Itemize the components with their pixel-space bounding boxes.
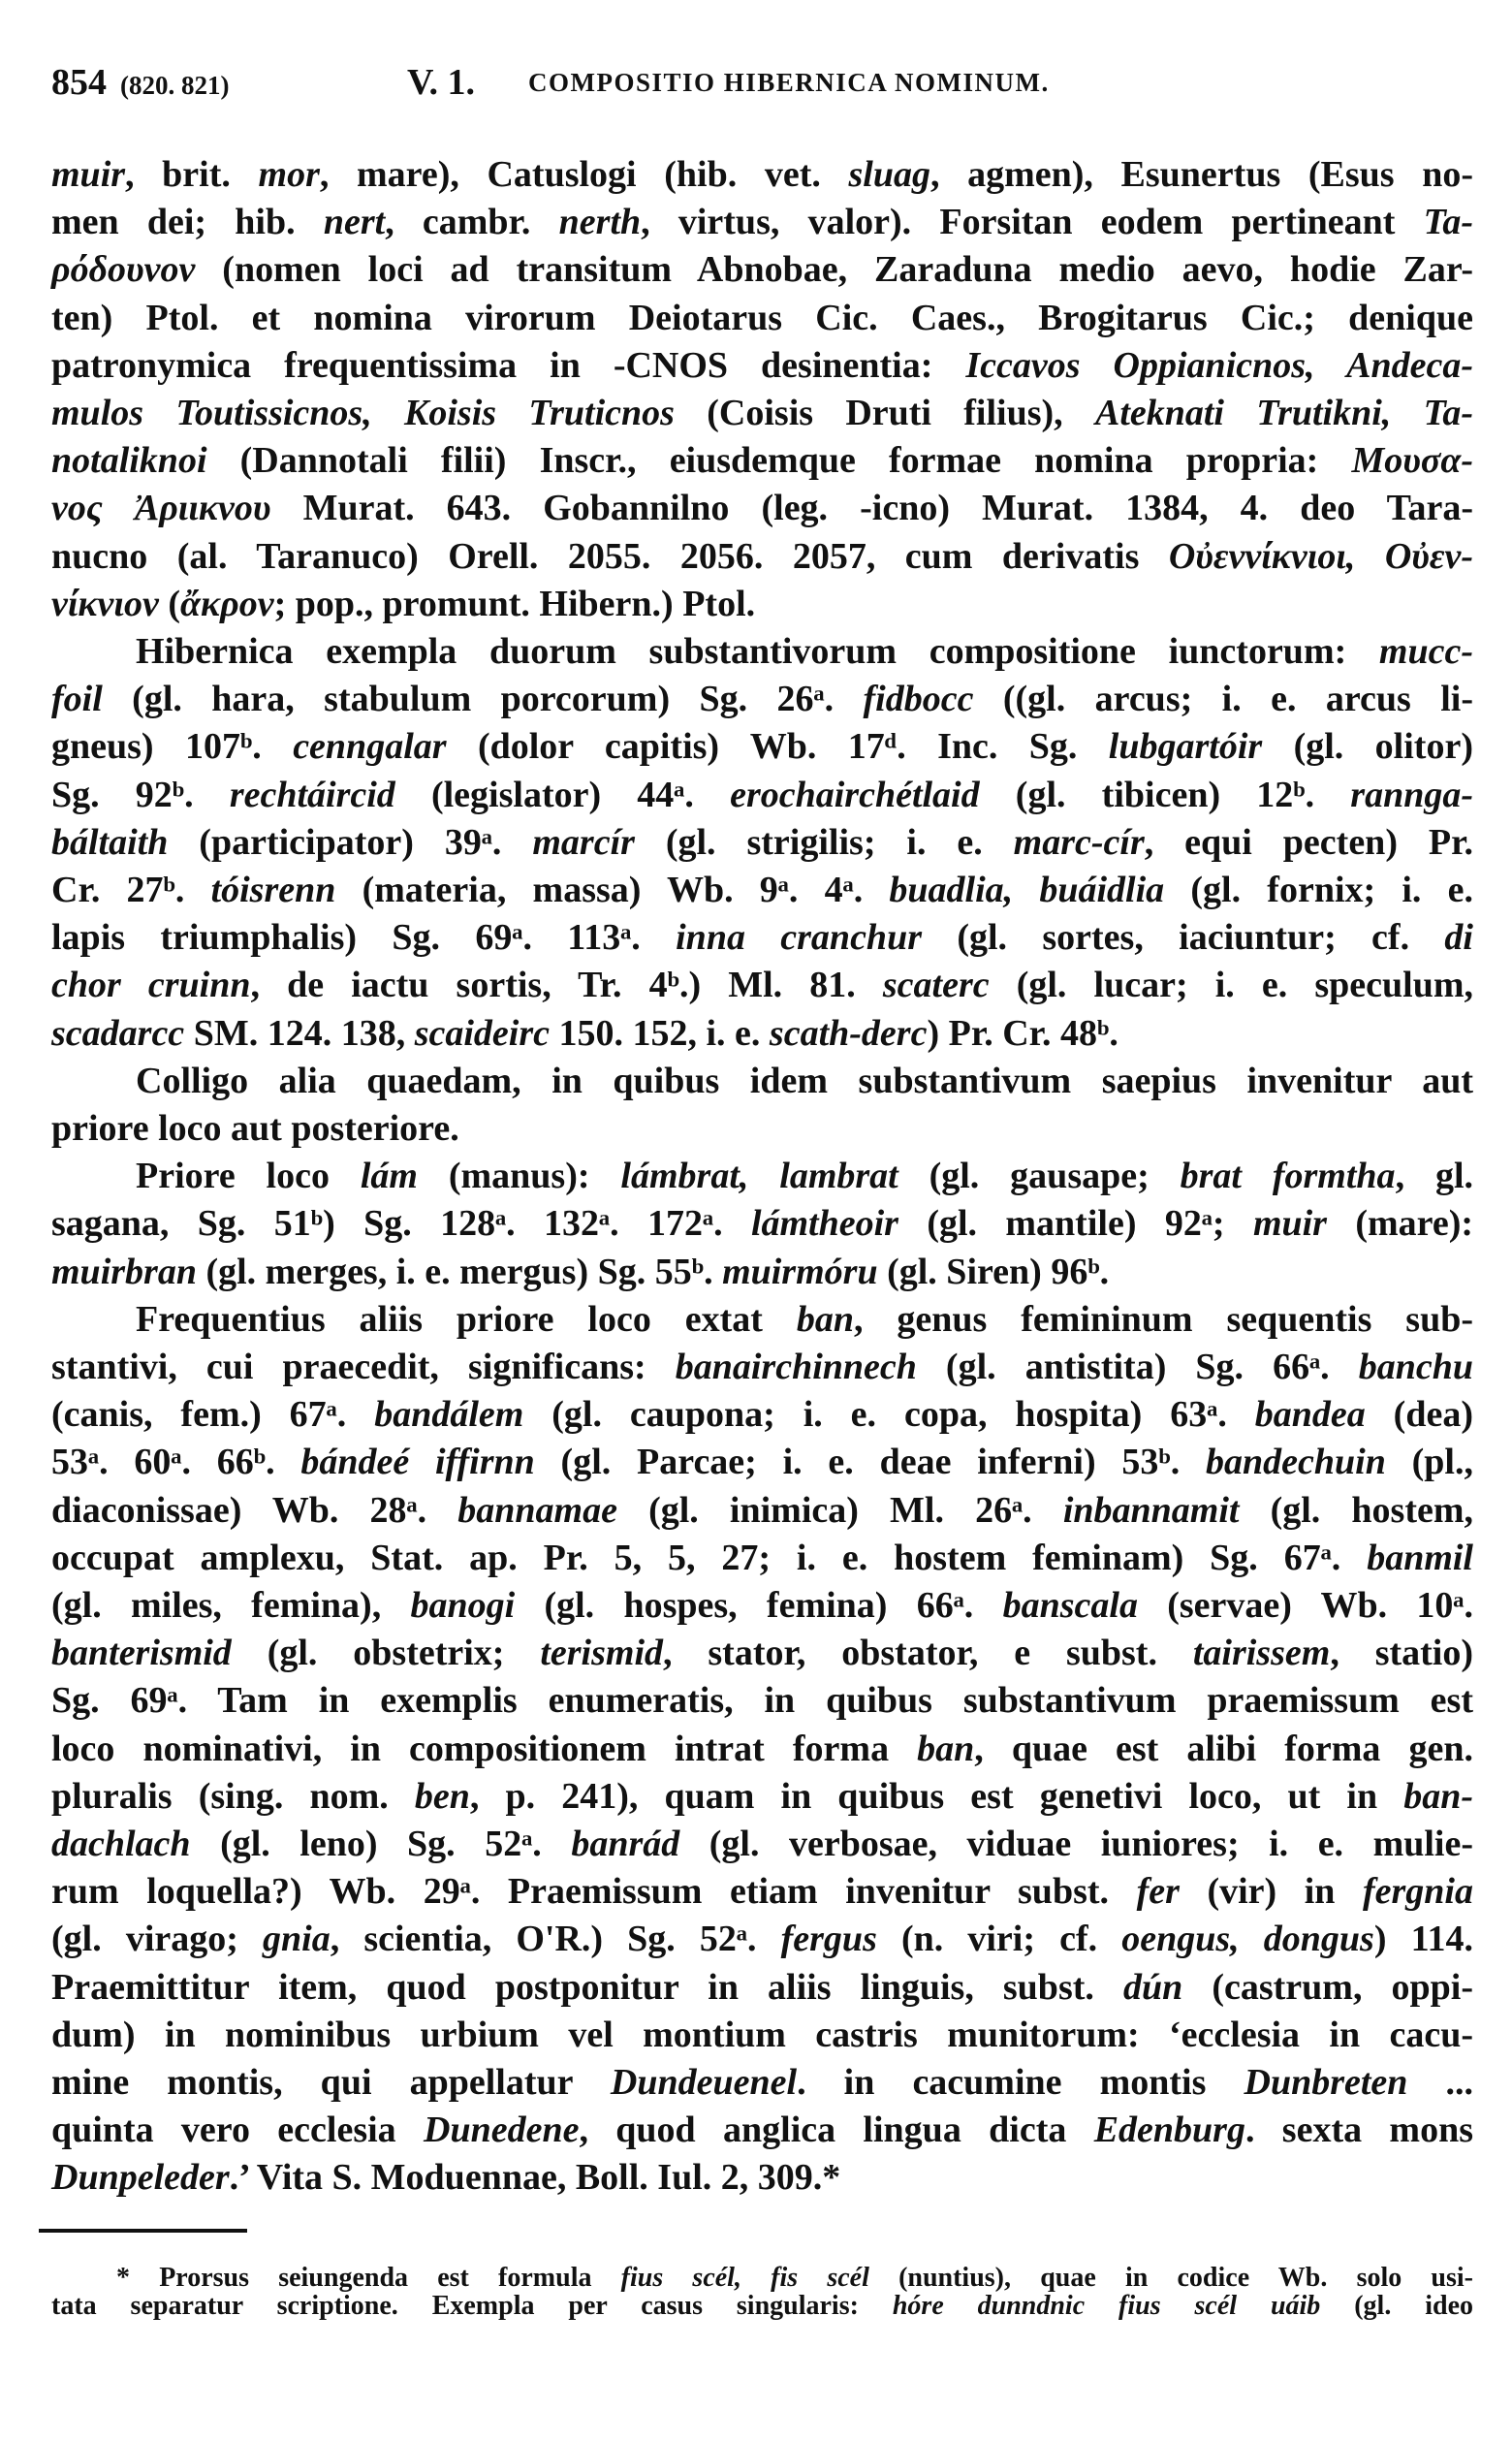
italic-term: muir — [1252, 1203, 1327, 1245]
text-segment: (gl. caupona; i. e. copa, hospita) 63ᵃ. — [523, 1394, 1255, 1436]
text-segment: ((gl. arcus; i. e. arcus li- — [973, 679, 1473, 720]
italic-term: banrád — [571, 1824, 680, 1864]
text-line — [51, 866, 1473, 914]
italic-term: báltaith — [51, 821, 169, 863]
text-line — [51, 771, 1473, 819]
text-segment: (dolor capitis) Wb. 17ᵈ. Inc. Sg. — [446, 726, 1109, 768]
text-segment: . in cacumine montis — [797, 2062, 1244, 2103]
text-line — [51, 818, 1473, 867]
italic-term: Edenburg — [1093, 2110, 1245, 2151]
italic-term: cenngalar — [293, 726, 447, 768]
italic-term: buadlia, buáidlia — [889, 870, 1165, 910]
text-segment: (pl., — [1385, 1442, 1473, 1483]
italic-term: lubgartóir — [1108, 726, 1263, 768]
text-segment: gneus) 107ᵇ. — [51, 726, 294, 768]
italic-term: Dunedene — [424, 2110, 580, 2151]
text-segment: pluralis (sing. nom. — [51, 1775, 415, 1817]
text-line — [51, 245, 1473, 294]
text-segment: (gl. fornix; i. e. — [1164, 870, 1473, 910]
text-segment: (gl. mantile) 92ᵃ; — [898, 1203, 1253, 1245]
text-segment: ; pop., promunt. Hibern.) Ptol. — [273, 583, 756, 624]
italic-term: gnia — [263, 1919, 331, 1960]
text-segment: ) Pr. Cr. 48ᵇ. — [927, 1012, 1118, 1054]
italic-term: ρόδουνον — [51, 249, 196, 291]
text-segment: , gl. — [1395, 1156, 1473, 1197]
text-line — [51, 1772, 1473, 1821]
text-segment: , scientia, O'R.) Sg. 52ᵃ. — [330, 1919, 781, 1960]
text-segment: (mare): — [1326, 1203, 1474, 1245]
italic-term: fergnia — [1362, 1871, 1473, 1913]
italic-term: fergus — [780, 1919, 877, 1960]
text-segment: (gl. verbosae, viduae iuniores; i. e. mulie- — [679, 1824, 1473, 1864]
text-segment: loco nominativi, in compositionem intrat forma — [51, 1728, 918, 1769]
italic-term: Dundeuenel — [610, 2062, 798, 2103]
text-line — [136, 1057, 1473, 1105]
text-segment: lapis triumphalis) Sg. 69ᵃ. 113ᵃ. — [51, 917, 677, 959]
text-segment: (servae) Wb. 10ᵃ. — [1137, 1585, 1474, 1626]
text-segment: ) 114. — [1373, 1919, 1473, 1960]
text-segment: 53ᵃ. 60ᵃ. 66ᵇ. — [51, 1442, 301, 1483]
text-segment: , equi pecten) Pr. — [1144, 821, 1473, 863]
italic-term: lámbrat, lambrat — [620, 1156, 898, 1197]
text-segment: Sg. 92ᵇ. — [51, 774, 230, 815]
italic-term: notaliknoi — [51, 440, 207, 482]
text-segment: diaconissae) Wb. 28ᵃ. — [51, 1489, 458, 1531]
original-page-refs: (820. 821) — [120, 71, 230, 100]
italic-term: scadarcc — [51, 1012, 185, 1054]
running-header — [51, 58, 1050, 107]
italic-term: νος Ἀριικνου — [51, 488, 271, 529]
text-segment: (castrum, oppi- — [1182, 1966, 1473, 2008]
text-line — [51, 2106, 1473, 2154]
text-segment: (gl. leno) Sg. 52ᵃ. — [190, 1824, 572, 1864]
text-segment: . sexta mons — [1244, 2110, 1473, 2151]
text-segment: (gl. hara, stabulum porcorum) Sg. 26ᵃ. — [102, 679, 864, 720]
text-segment: (legislator) 44ᵃ. — [394, 774, 731, 815]
italic-term: muirbran — [51, 1251, 197, 1292]
text-line — [51, 1199, 1473, 1248]
text-segment: , stator, obstator, e subst. — [663, 1633, 1193, 1674]
text-segment: mine montis, qui appellatur — [51, 2062, 611, 2103]
italic-term: marc-cír — [1013, 821, 1145, 863]
text-segment: 150. 152, i. e. — [549, 1012, 770, 1054]
footnote-rule — [39, 2229, 247, 2233]
text-line — [51, 1009, 1473, 1058]
text-line — [51, 2153, 1473, 2202]
text-segment: (gl. tibicen) 12ᵇ. — [979, 774, 1351, 815]
footnote-line — [116, 2264, 1473, 2293]
text-line — [51, 1820, 1473, 1868]
text-segment: (vir) in — [1179, 1871, 1363, 1913]
running-title: COMPOSITIO HIBERNICA NOMINUM. — [528, 68, 1050, 97]
italic-term: ban- — [1403, 1775, 1473, 1817]
text-segment: (gl. hospes, femina) 66ᵃ. — [515, 1585, 1003, 1626]
text-segment: .’ Vita S. Moduennae, Boll. Iul. 2, 309.* — [229, 2157, 841, 2199]
text-segment: (Coisis Druti filius), — [674, 393, 1095, 433]
text-segment: (gl. merges, i. e. mergus) Sg. 55ᵇ. — [196, 1251, 723, 1292]
italic-term: Οὐεννίκνιοι, Οὐεν- — [1168, 535, 1473, 577]
text-line — [51, 1438, 1473, 1486]
text-segment: (n. viri; cf. — [876, 1919, 1122, 1960]
italic-term: inna cranchur — [676, 917, 922, 959]
italic-term: Μουσα- — [1351, 440, 1473, 482]
italic-term: scaideirc — [414, 1012, 550, 1054]
italic-term: foil — [51, 679, 103, 720]
text-segment: * Prorsus seiungenda est formula — [116, 2263, 621, 2293]
text-segment: nucno (al. Taranuco) Orell. 2055. 2056. 2057, cum derivatis — [51, 535, 1169, 577]
text-line — [51, 484, 1473, 532]
italic-term: inbannamit — [1062, 1489, 1240, 1531]
italic-term: Ateknati Trutikni, Ta- — [1094, 393, 1473, 433]
italic-term: di — [1444, 917, 1473, 959]
text-segment: (gl. olitor) — [1262, 726, 1473, 768]
italic-term: tóisrenn — [210, 870, 336, 910]
text-segment: quinta vero ecclesia — [51, 2110, 424, 2151]
text-line — [51, 1725, 1473, 1773]
text-line — [51, 2011, 1473, 2059]
italic-term: banmil — [1367, 1537, 1473, 1578]
text-line — [51, 675, 1473, 723]
italic-term: scath-derc — [769, 1012, 928, 1054]
text-segment: ( — [158, 583, 181, 624]
text-segment: Murat. 643. Gobannilno (leg. -icno) Murat. 1384, 4. deo Tara- — [270, 488, 1473, 529]
italic-term: banscala — [1002, 1585, 1138, 1626]
text-line — [51, 1867, 1473, 1916]
text-segment: , quae est alibi forma gen. — [974, 1728, 1473, 1769]
text-segment: (gl. gausape; — [898, 1156, 1181, 1197]
italic-term: dachlach — [51, 1824, 191, 1864]
section-number: V. 1. — [407, 62, 476, 103]
text-segment: (gl. Parcae; i. e. deae inferni) 53ᵇ. — [534, 1442, 1207, 1483]
text-line — [136, 627, 1473, 676]
text-segment: stantivi, cui praecedit, significans: — [51, 1347, 676, 1387]
text-line — [51, 961, 1473, 1009]
text-line — [51, 1915, 1473, 1963]
text-segment: priore loco aut posteriore. — [51, 1108, 459, 1149]
text-segment: , statio) — [1330, 1633, 1473, 1674]
text-line — [51, 1629, 1473, 1677]
italic-term: fer — [1136, 1871, 1180, 1913]
italic-term: fidbocc — [863, 679, 974, 720]
text-line — [51, 913, 1473, 962]
text-segment: (manus): — [417, 1156, 621, 1197]
text-segment: (materia, massa) Wb. 9ᵃ. 4ᵃ. — [335, 870, 890, 910]
text-segment: (gl. strigilis; i. e. — [634, 821, 1014, 863]
text-segment: rum loquella?) Wb. 29ᵃ. Praemissum etiam invenitur subst. — [51, 1871, 1137, 1913]
text-segment: (Dannotali filii) Inscr., eiusdemque formae nomina propria: — [206, 440, 1352, 482]
text-line — [51, 150, 1473, 199]
text-segment: (gl. obstetrix; — [231, 1633, 541, 1674]
text-line — [51, 1581, 1473, 1630]
italic-term: bandálem — [374, 1394, 524, 1436]
text-segment: (gl. inimica) Ml. 26ᵃ. — [616, 1489, 1063, 1531]
text-line — [51, 2058, 1473, 2107]
italic-term: chor cruinn — [51, 965, 251, 1006]
text-segment: (canis, fem.) 67ᵃ. — [51, 1394, 375, 1436]
italic-term: muirmóru — [722, 1251, 878, 1292]
italic-term: terismid — [540, 1633, 664, 1674]
text-segment: (gl. virago; — [51, 1919, 264, 1960]
text-line — [51, 294, 1473, 342]
text-line — [51, 1676, 1473, 1725]
footnote-line — [51, 2292, 1473, 2321]
text-segment: , agmen), Esunertus (Esus no- — [929, 154, 1473, 195]
text-segment: , quod anglica lingua dicta — [579, 2110, 1094, 2151]
italic-term: lámtheoir — [750, 1203, 898, 1245]
text-line — [51, 1486, 1473, 1535]
text-segment: (gl. Siren) 96ᵇ. — [877, 1251, 1110, 1292]
text-line — [136, 1295, 1473, 1344]
italic-term: banogi — [410, 1585, 516, 1626]
text-segment: , brit. — [125, 154, 259, 195]
text-segment: , genus femininum sequentis sub- — [853, 1298, 1473, 1340]
text-segment: Cr. 27ᵇ. — [51, 870, 211, 910]
text-line — [51, 1343, 1473, 1391]
italic-term: tairissem — [1192, 1633, 1331, 1674]
italic-term: hóre dunndnic fius scél uáib — [892, 2291, 1321, 2321]
text-segment: (gl. sortes, iaciuntur; cf. — [922, 917, 1445, 959]
italic-term: erochairchétlaid — [730, 774, 980, 815]
text-segment: (nuntius), quae in codice Wb. solo usi- — [868, 2263, 1474, 2293]
italic-term: ban — [796, 1298, 854, 1340]
italic-term: fius scél, fis scél — [620, 2263, 869, 2293]
text-segment: (nomen loci ad transitum Abnobae, Zaraduna medio aevo, hodie Zar- — [195, 249, 1473, 291]
italic-term: nert — [323, 202, 386, 243]
italic-term: banairchinnech — [675, 1347, 917, 1387]
text-segment: , virtus, valor). Forsitan eodem pertineant — [641, 202, 1424, 243]
text-segment: SM. 124. 138, — [184, 1012, 415, 1054]
italic-term: marcír — [532, 821, 635, 863]
text-line — [51, 580, 1473, 628]
italic-term: lám — [360, 1156, 418, 1197]
text-segment: tata separatur scriptione. Exempla per casus singularis: — [51, 2291, 893, 2321]
italic-term: rannga- — [1350, 774, 1473, 815]
italic-term: sluag — [848, 154, 930, 195]
italic-term: brat formtha — [1180, 1156, 1396, 1197]
text-line — [51, 389, 1473, 437]
text-segment: Hibernica exempla duorum substantivorum compositione iunctorum: — [136, 631, 1379, 672]
text-segment: dum) in nominibus urbium vel montium castris munitorum: ‘ecclesia in cacu- — [51, 2014, 1473, 2055]
italic-term: Dunpeleder — [51, 2157, 230, 2199]
italic-term: banterismid — [51, 1633, 232, 1674]
text-line — [51, 1390, 1473, 1439]
italic-term: Dunbreten — [1244, 2062, 1408, 2103]
text-segment: Frequentius aliis priore loco extat — [136, 1298, 797, 1340]
text-segment: , mare), Catuslogi (hib. vet. — [319, 154, 849, 195]
text-segment: (gl. hostem, — [1239, 1489, 1474, 1531]
italic-term: mulos Toutissicnos, Koisis Truticnos — [51, 393, 675, 433]
italic-term: ben — [414, 1775, 470, 1817]
italic-term: scaterc — [882, 965, 990, 1006]
text-segment: Colligo alia quaedam, in quibus idem substantivum saepius invenitur aut — [136, 1060, 1473, 1101]
italic-term: nerth — [558, 202, 642, 243]
text-line — [51, 722, 1473, 771]
text-segment: sagana, Sg. 51ᵇ) Sg. 128ᵃ. 132ᵃ. 172ᵃ. — [51, 1203, 751, 1245]
text-segment: , cambr. — [385, 202, 559, 243]
italic-term: bandea — [1254, 1394, 1366, 1436]
italic-term: bándeé iffirnn — [300, 1442, 535, 1483]
text-line — [51, 1248, 1473, 1296]
italic-term: mor — [258, 154, 320, 195]
italic-term: rechtáircid — [229, 774, 395, 815]
text-line — [136, 1152, 1473, 1200]
text-segment: Praemittitur item, quod postponitur in aliis linguis, subst. — [51, 1966, 1123, 2008]
text-segment: (gl. ideo — [1320, 2291, 1473, 2321]
text-line — [51, 198, 1473, 246]
text-segment: patronymica frequentissima in -CNOS desinentia: — [51, 344, 966, 386]
page-number: 854 — [51, 62, 107, 103]
text-segment: (gl. antistita) Sg. 66ᵃ. — [916, 1347, 1359, 1387]
italic-term: Iccavos Oppianicnos, Andeca- — [965, 344, 1473, 386]
text-segment: occupat amplexu, Stat. ap. Pr. 5, 5, 27; i. e. hostem feminam) Sg. 67ᵃ. — [51, 1537, 1368, 1578]
text-line — [51, 1963, 1473, 2012]
italic-term: bannamae — [457, 1489, 617, 1531]
italic-term: bandechuin — [1206, 1442, 1386, 1483]
text-line — [51, 1534, 1473, 1582]
italic-term: mucc- — [1378, 631, 1473, 672]
text-segment: , de iactu sortis, Tr. 4ᵇ.) Ml. 81. — [250, 965, 883, 1006]
italic-term: ban — [917, 1728, 975, 1769]
text-segment: Sg. 69ᵃ. Tam in exemplis enumeratis, in quibus substantivum praemissum est — [51, 1680, 1473, 1722]
text-segment: ten) Ptol. et nomina virorum Deiotarus Cic. Caes., Brogitarus Cic.; denique — [51, 297, 1473, 338]
text-segment: (gl. miles, femina), — [51, 1585, 411, 1626]
italic-term: ἄκρον — [180, 583, 274, 624]
text-segment: (gl. lucar; i. e. speculum, — [989, 965, 1473, 1006]
italic-term: Ta- — [1423, 202, 1473, 243]
italic-term: dún — [1122, 1966, 1183, 2008]
italic-term: banchu — [1358, 1347, 1473, 1387]
text-segment: (dea) — [1365, 1394, 1473, 1436]
text-line — [51, 1104, 1473, 1153]
text-line — [51, 436, 1473, 485]
italic-term: oengus, dongus — [1121, 1919, 1374, 1960]
text-segment: ... — [1407, 2062, 1474, 2103]
text-segment: men dei; hib. — [51, 202, 324, 243]
text-segment: , p. 241), quam in quibus est genetivi loco, ut in — [469, 1775, 1404, 1817]
text-segment: (participator) 39ᵃ. — [168, 821, 533, 863]
italic-term: νίκνιον — [51, 583, 159, 624]
text-segment: Priore loco — [136, 1156, 361, 1197]
text-line — [51, 532, 1473, 581]
italic-term: muir — [51, 154, 126, 195]
text-line — [51, 341, 1473, 390]
